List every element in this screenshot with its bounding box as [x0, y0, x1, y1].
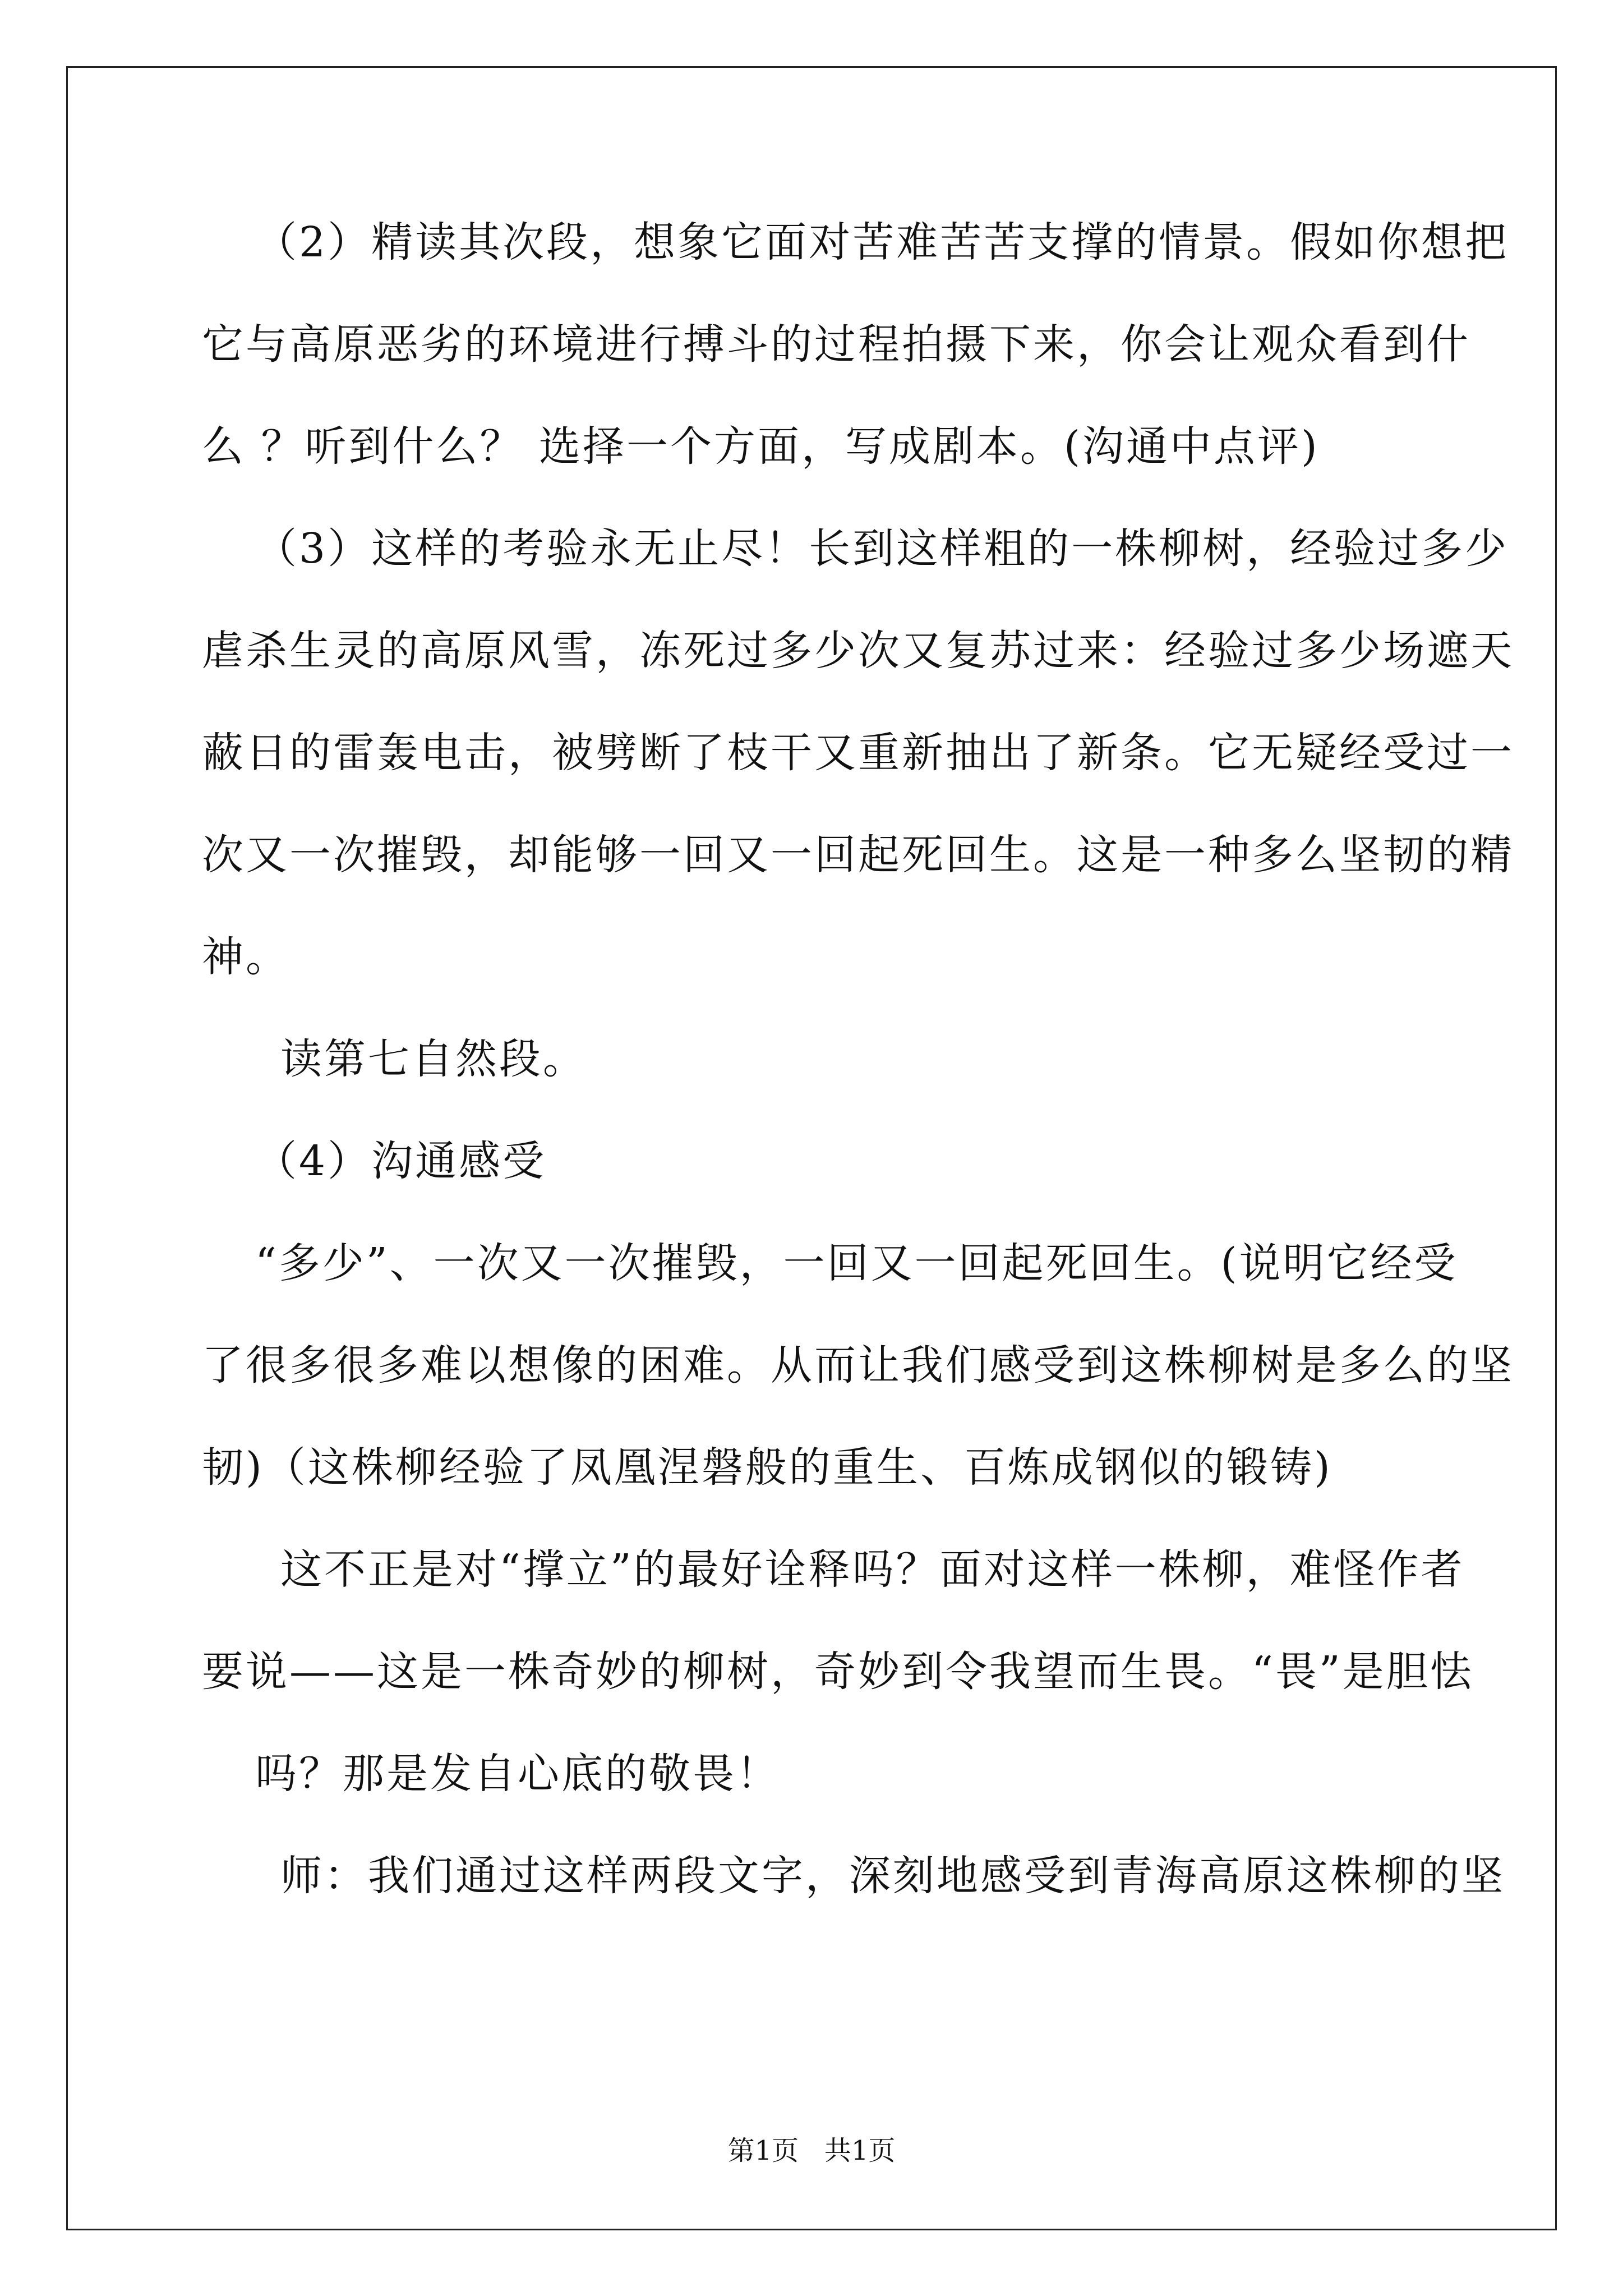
paragraph-2-line-3: 么 ？听到什么？ 选择一个方面，写成剧本。(沟通中点评)	[202, 422, 1320, 471]
paragraph-3-line-2: 虐杀生灵的高原风雪，冻死过多少次又复苏过来：经验过多少场遮天	[202, 627, 1514, 675]
page-footer: 第1页 共1页	[727, 2135, 896, 2166]
paragraph-3-line-5: 神。	[202, 933, 289, 981]
paragraph-5-line-2: 了很多很多难以想像的困难。从而让我们感受到这株柳树是多么的坚	[202, 1341, 1514, 1389]
paragraph-6-line-1: 这不正是对“撑立”的最好诠释吗？面对这样一株柳，难怪作者	[280, 1545, 1465, 1594]
paragraph-2-line-2: 它与高原恶劣的环境进行搏斗的过程拍摄下来，你会让观众看到什	[202, 320, 1470, 369]
paragraph-5-line-1: “多少”、一次又一次摧毁，一回又一回起死回生。(说明它经受	[255, 1239, 1458, 1287]
paragraph-3-line-3: 蔽日的雷轰电击，被劈断了枝干又重新抽出了新条。它无疑经受过一	[202, 729, 1514, 777]
paragraph-6-line-2: 要说——这是一株奇妙的柳树，奇妙到令我望而生畏。“畏”是胆怯	[202, 1648, 1474, 1696]
paragraph-2-line-1: （2）精读其次段，想象它面对苦难苦苦支撑的情景。假如你想把	[255, 218, 1509, 266]
paragraph-3-line-4: 次又一次摧毁，却能够一回又一回起死回生。这是一种多么坚韧的精	[202, 831, 1514, 879]
paragraph-6-line-3: 吗？那是发自心底的敬畏！	[255, 1750, 780, 1798]
paragraph-5-line-3: 韧)（这株柳经验了凤凰涅磐般的重生、百炼成钢似的锻铸)	[202, 1443, 1332, 1492]
read-seventh-paragraph: 读第七自然段。	[280, 1035, 587, 1083]
paragraph-3-line-1: （3）这样的考验永无止尽！长到这样粗的一株柳树，经验过多少	[255, 524, 1509, 573]
paragraph-4-heading: （4）沟通感受	[255, 1137, 547, 1185]
paragraph-7-line-1: 师：我们通过这样两段文字，深刻地感受到青海高原这株柳的坚	[280, 1852, 1505, 1900]
